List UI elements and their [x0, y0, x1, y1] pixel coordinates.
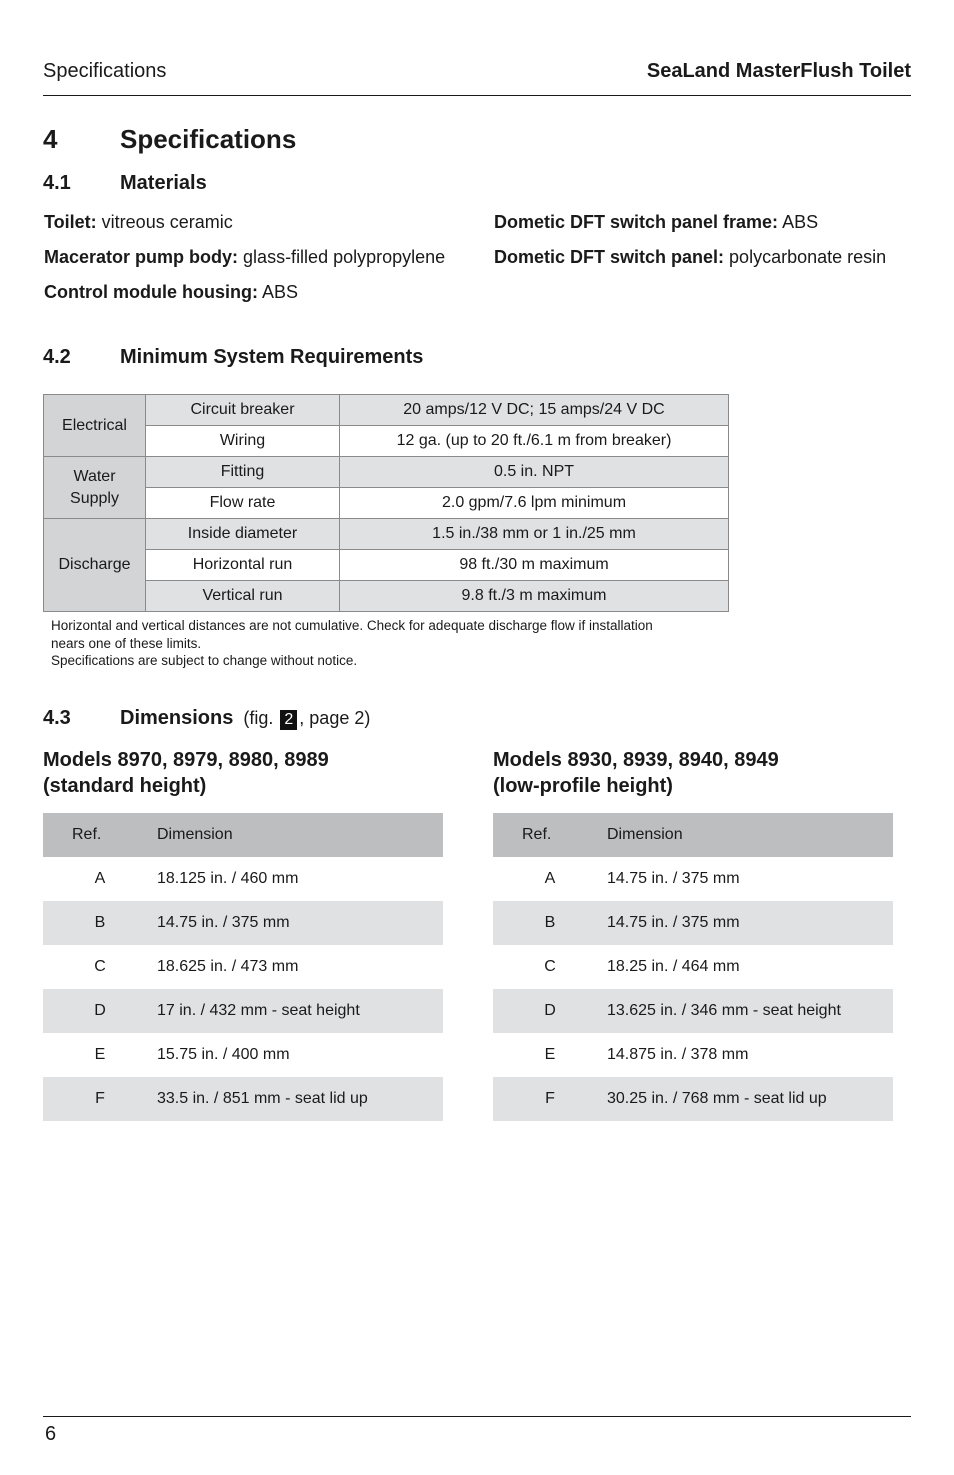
table-row: Vertical run 9.8 ft./3 m maximum — [44, 581, 729, 612]
section-number: 4 — [43, 124, 58, 154]
table-row: F 33.5 in. / 851 mm - seat lid up — [43, 1077, 443, 1121]
table-row: A 14.75 in. / 375 mm — [544, 870, 740, 887]
figure-number-badge: 2 — [280, 710, 297, 730]
material-item: Macerator pump body: glass-filled polypropylene — [44, 247, 446, 267]
section-heading — [43, 124, 296, 155]
material-item: Toilet: vitreous ceramic — [44, 212, 233, 232]
table-row: B 14.75 in. / 375 mm — [43, 901, 443, 945]
table-row: Discharge Inside diameter 1.5 in./38 mm or 1 in./25 mm — [44, 519, 729, 550]
table-row: E 14.875 in. / 378 mm — [544, 1046, 749, 1063]
table-row: E 15.75 in. / 400 mm — [94, 1046, 290, 1063]
table-row: Horizontal run 98 ft./30 m maximum — [44, 550, 729, 581]
material-item: Dometic DFT switch panel frame: ABS — [494, 212, 819, 232]
standard-models-title: Models 8970, 8979, 8980, 8989 (standard height) — [43, 749, 329, 797]
lowprofile-dimensions-table — [493, 813, 893, 1121]
materials-heading: 4.1 Materials — [43, 172, 207, 194]
table-row: D 17 in. / 432 mm - seat height — [43, 989, 443, 1033]
table-row: Water Supply Fitting 0.5 in. NPT — [44, 457, 729, 488]
page-number: 6 — [45, 1423, 57, 1445]
requirements-note: Specifications are subject to change without notice. — [51, 653, 358, 668]
material-item: Dometic DFT switch panel: polycarbonate resin — [494, 247, 887, 267]
table-row: Wiring 12 ga. (up to 20 ft./6.1 m from breaker) — [44, 426, 729, 457]
requirements-heading: 4.2 Minimum System Requirements — [43, 346, 424, 368]
dimensions-heading: 4.3 Dimensions (fig. 2 , page 2) — [43, 707, 371, 729]
table-row: D 13.625 in. / 346 mm - seat height — [493, 989, 893, 1033]
table-row: Electrical Circuit breaker 20 amps/12 V DC; 15 amps/24 V DC — [44, 395, 729, 426]
table-row: A 18.125 in. / 460 mm — [94, 870, 299, 887]
header-product-name: SeaLand MasterFlush Toilet — [646, 60, 911, 82]
header-section-name: Specifications — [43, 60, 167, 82]
requirements-note: nears one of these limits. — [51, 636, 202, 651]
section-title: Specifications — [120, 124, 297, 154]
material-item: Control module housing: ABS — [44, 282, 299, 302]
table-row: C 18.25 in. / 464 mm — [544, 958, 740, 975]
running-header — [43, 60, 911, 96]
table-row: B 14.75 in. / 375 mm — [493, 901, 893, 945]
category-water-supply: Water Supply — [44, 457, 146, 519]
lowprofile-models-title: Models 8930, 8939, 8940, 8949 (low-profile height) — [493, 749, 779, 797]
table-row: Flow rate 2.0 gpm/7.6 lpm minimum — [44, 488, 729, 519]
table-row: F 30.25 in. / 768 mm - seat lid up — [493, 1077, 893, 1121]
figure-reference: (fig. 2 , page 2) — [243, 708, 371, 728]
table-header: Ref. Dimension — [493, 813, 893, 857]
standard-dimensions-table — [43, 813, 443, 1121]
requirements-table — [43, 394, 729, 612]
category-electrical: Electrical — [44, 395, 146, 457]
footer-rule — [43, 1416, 911, 1417]
table-header: Ref. Dimension — [43, 813, 443, 857]
table-row: C 18.625 in. / 473 mm — [94, 958, 299, 975]
requirements-note: Horizontal and vertical distances are not cumulative. Check for adequate discharge flow if installation — [51, 618, 653, 633]
category-discharge: Discharge — [44, 519, 146, 612]
